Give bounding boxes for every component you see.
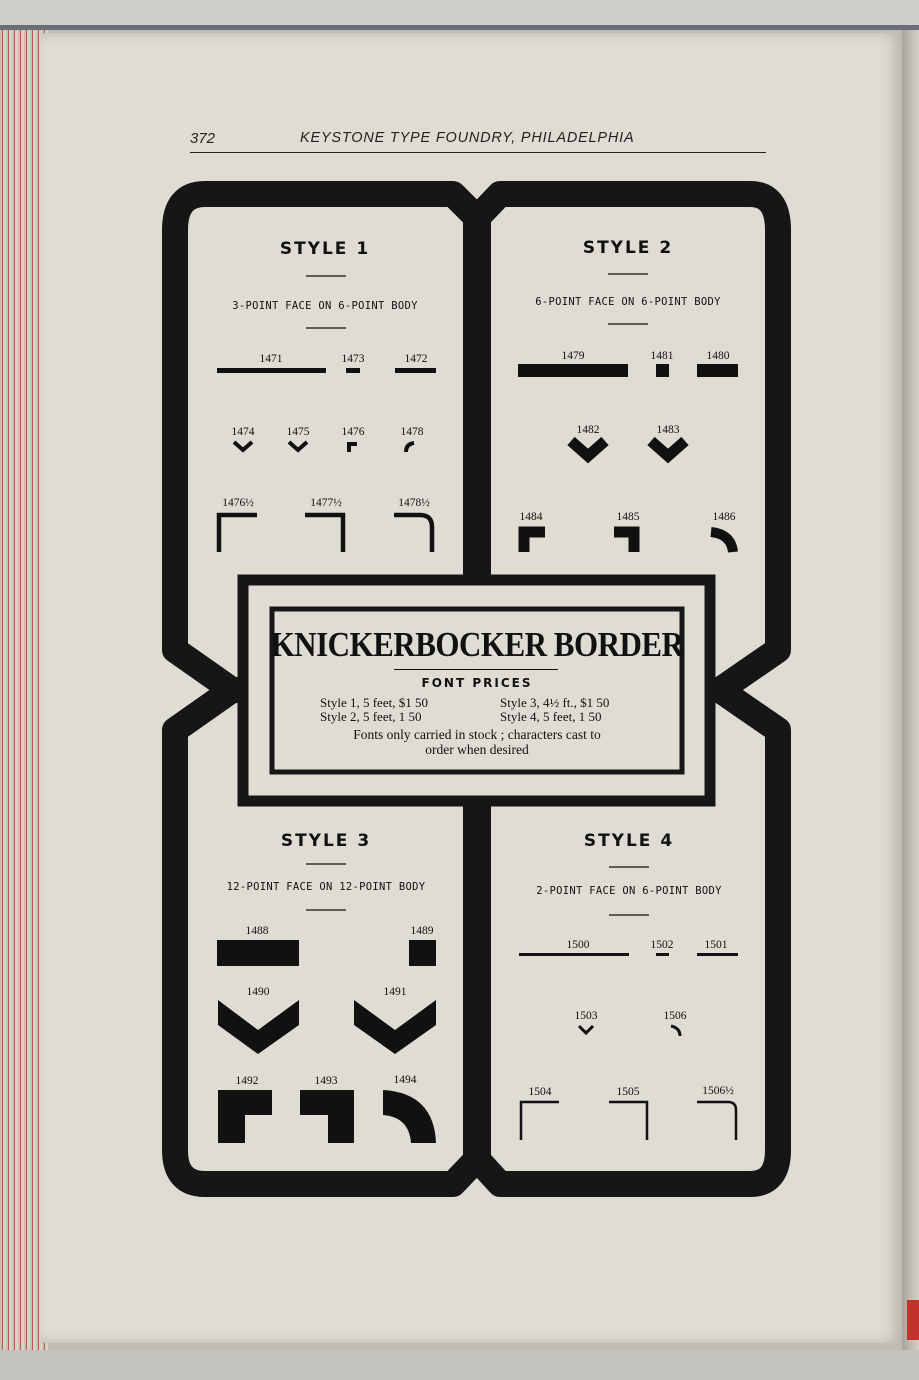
code-1505: 1505 — [616, 1086, 640, 1098]
code-1500: 1500 — [566, 939, 590, 951]
piece-1492 — [218, 1090, 272, 1143]
code-1477-half: 1477½ — [310, 497, 342, 509]
prices-heading: FONT PRICES — [421, 676, 533, 690]
stock-note — [270, 727, 684, 757]
piece-1473 — [346, 368, 360, 373]
code-1488: 1488 — [245, 925, 269, 937]
main-title: KNICKERBOCKER BORDER — [270, 624, 684, 665]
code-1472: 1472 — [404, 353, 428, 365]
code-1475: 1475 — [286, 426, 310, 438]
piece-1472 — [395, 368, 436, 373]
piece-1474 — [234, 442, 252, 450]
piece-1488 — [217, 940, 299, 966]
code-1483: 1483 — [656, 424, 680, 436]
piece-1494 — [383, 1090, 436, 1143]
title-rule — [394, 669, 558, 670]
code-1474: 1474 — [231, 426, 255, 438]
code-1485: 1485 — [616, 511, 640, 523]
piece-1491 — [354, 1000, 436, 1054]
piece-1504 — [521, 1102, 559, 1140]
style-4-subtitle: 2-POINT FACE ON 6-POINT BODY — [536, 885, 722, 897]
code-1471: 1471 — [259, 353, 283, 365]
code-1479: 1479 — [561, 350, 585, 362]
price-style-2: Style 2, 5 feet, 1 50 — [320, 709, 422, 724]
piece-1506 — [671, 1026, 680, 1036]
code-1489: 1489 — [410, 925, 434, 937]
page-number: 372 — [190, 130, 216, 147]
piece-1490 — [218, 1000, 299, 1054]
code-1501: 1501 — [704, 939, 728, 951]
code-1502: 1502 — [650, 939, 674, 951]
piece-1505 — [609, 1102, 647, 1140]
piece-1501 — [697, 953, 738, 956]
code-1491: 1491 — [383, 986, 407, 998]
code-1481: 1481 — [650, 350, 674, 362]
price-style-3: Style 3, 4½ ft., $1 50 — [500, 695, 610, 710]
piece-1479 — [518, 364, 628, 377]
style-2-subtitle: 6-POINT FACE ON 6-POINT BODY — [535, 296, 721, 308]
piece-1476-half — [219, 515, 257, 552]
piece-1486 — [711, 532, 733, 552]
code-1482: 1482 — [576, 424, 600, 436]
code-1490: 1490 — [246, 986, 270, 998]
stock-note-line-2: order when desired — [425, 742, 529, 757]
piece-1471 — [217, 368, 326, 373]
piece-1483 — [651, 441, 685, 456]
piece-1476 — [349, 444, 357, 452]
piece-1489 — [409, 940, 436, 966]
piece-1480 — [697, 364, 738, 377]
code-1476: 1476 — [341, 426, 365, 438]
style-3-title: STYLE 3 — [280, 831, 372, 851]
piece-1475 — [289, 442, 307, 450]
piece-1482 — [571, 441, 605, 456]
code-1494: 1494 — [393, 1074, 417, 1086]
code-1493: 1493 — [314, 1075, 338, 1087]
piece-1481 — [656, 364, 669, 377]
center-price-box — [270, 607, 684, 774]
code-1478: 1478 — [400, 426, 424, 438]
code-1473: 1473 — [341, 353, 365, 365]
code-1480: 1480 — [706, 350, 730, 362]
piece-1500 — [519, 953, 629, 956]
style-2-title: STYLE 2 — [582, 238, 674, 258]
price-style-4: Style 4, 5 feet, 1 50 — [500, 709, 602, 724]
piece-1493 — [300, 1090, 354, 1143]
running-title: KEYSTONE TYPE FOUNDRY, PHILADELPHIA — [300, 130, 635, 146]
price-style-1: Style 1, 5 feet, $1 50 — [320, 695, 428, 710]
style-4-title: STYLE 4 — [583, 831, 675, 851]
piece-1478-half — [394, 515, 432, 552]
style-3-subtitle: 12-POINT FACE ON 12-POINT BODY — [226, 881, 426, 893]
code-1506: 1506 — [663, 1010, 687, 1022]
code-1484: 1484 — [519, 511, 543, 523]
code-1486: 1486 — [712, 511, 736, 523]
code-1504: 1504 — [528, 1086, 552, 1098]
piece-1477-half — [305, 515, 343, 552]
piece-1503 — [579, 1026, 593, 1033]
style-1-subtitle: 3-POINT FACE ON 6-POINT BODY — [232, 300, 418, 312]
code-1506-half: 1506½ — [702, 1085, 734, 1097]
code-1476-half: 1476½ — [222, 497, 254, 509]
piece-1502 — [656, 953, 669, 956]
piece-1485 — [614, 532, 634, 552]
stock-note-line-1: Fonts only carried in stock ; characters cast to — [353, 727, 601, 742]
code-1478-half: 1478½ — [398, 497, 430, 509]
code-1492: 1492 — [235, 1075, 259, 1087]
code-1503: 1503 — [574, 1010, 598, 1022]
style-1-title: STYLE 1 — [279, 239, 371, 259]
piece-1478 — [406, 443, 414, 452]
piece-1484 — [524, 532, 545, 552]
piece-1506-half — [697, 1102, 736, 1140]
